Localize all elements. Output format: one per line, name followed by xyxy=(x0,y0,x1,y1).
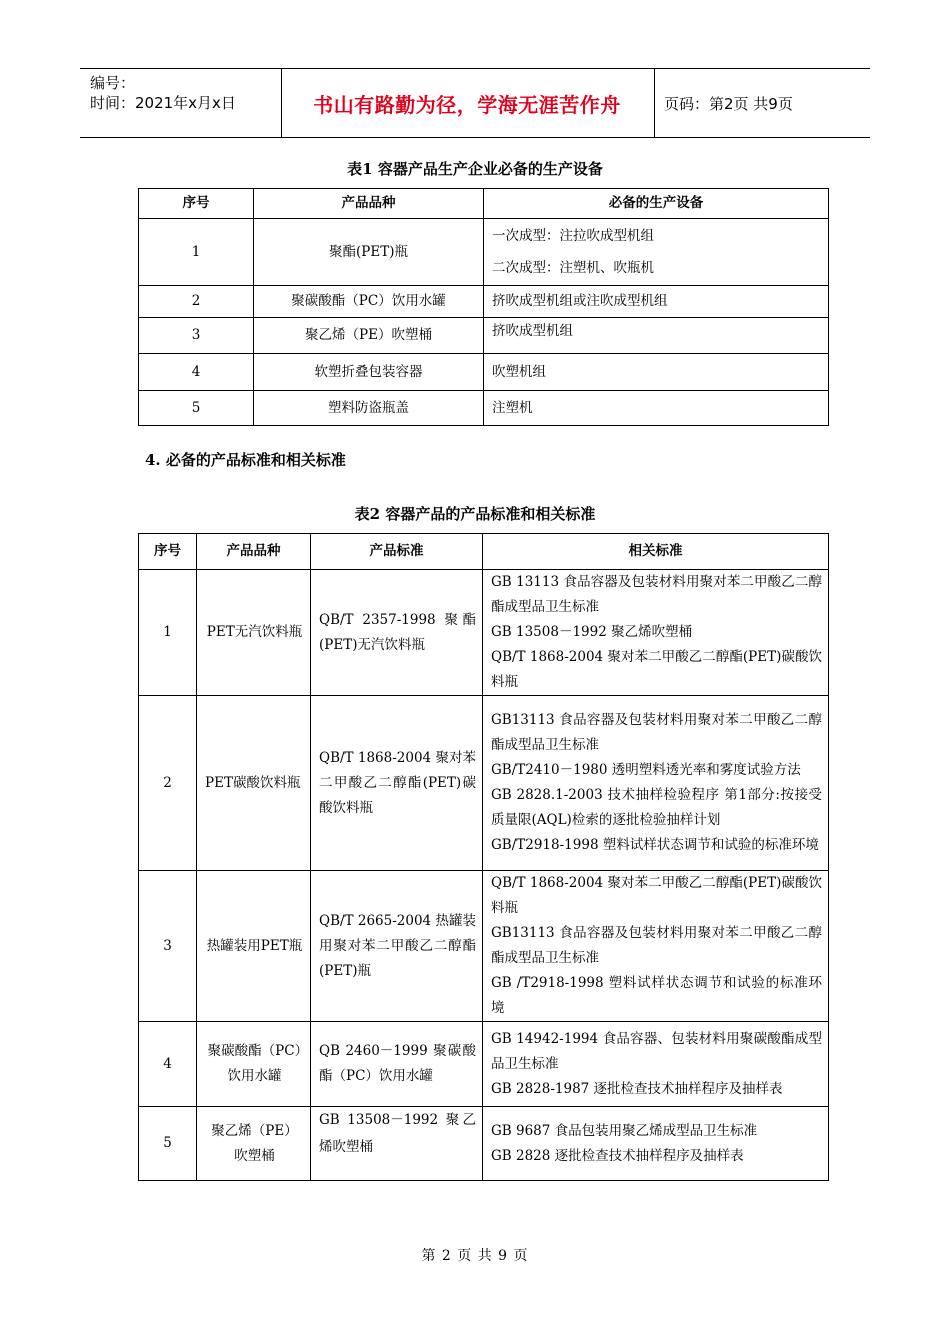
header-motto xyxy=(282,69,652,137)
related-standards xyxy=(483,570,829,696)
related-standard-line: GB 13113 食品容器及包装材料用聚对苯二甲酸乙二醇酯成型品卫生标准 xyxy=(491,574,822,615)
related-standard-line: GB 14942-1994 食品容器、包装材料用聚碳酸酯成型品卫生标准 xyxy=(491,1030,822,1072)
table-row xyxy=(139,354,829,391)
page-header xyxy=(80,68,870,138)
product-name: 聚酯(PET)瓶 xyxy=(254,219,484,286)
row-number: 2 xyxy=(139,286,254,318)
table-row xyxy=(139,219,829,286)
related-standard-line: GB 9687 食品包装用聚乙烯成型品卫生标准 xyxy=(491,1122,758,1139)
related-standards xyxy=(483,1107,829,1181)
table-row xyxy=(139,286,829,318)
equipment-cell: 挤吹成型机组 xyxy=(484,318,829,354)
column-header: 序号 xyxy=(139,534,197,570)
product-name: 聚碳酸酯（PC）饮用水罐 xyxy=(254,286,484,318)
table-row xyxy=(139,318,829,354)
related-standard-line: GB/T2410－1980 透明塑料透光率和雾度试验方法 xyxy=(491,762,801,778)
table-row xyxy=(139,391,829,426)
row-number: 3 xyxy=(139,871,197,1022)
page-footer: 第 2 页 共 9 页 xyxy=(421,1248,529,1264)
section-heading: 4. 必备的产品标准和相关标准 xyxy=(145,451,346,469)
row-number: 3 xyxy=(139,318,254,354)
column-header: 产品品种 xyxy=(254,189,484,219)
table-row xyxy=(139,570,829,696)
related-standard-line: GB 2828 逐批检查技术抽样程序及抽样表 xyxy=(491,1147,744,1164)
related-standard-line: GB13113 食品容器及包装材料用聚对苯二甲酸乙二醇酯成型品卫生标准 xyxy=(491,712,822,753)
product-name: 热罐装用PET瓶 xyxy=(197,871,311,1022)
related-standard-line: QB/T 1868-2004 聚对苯二甲酸乙二醇酯(PET)碳酸饮料瓶 xyxy=(491,875,822,916)
equipment-cell xyxy=(484,219,829,286)
table-row xyxy=(139,696,829,871)
related-standard-line: GB13113 食品容器及包装材料用聚对苯二甲酸乙二醇酯成型品卫生标准 xyxy=(491,925,822,966)
table-row xyxy=(139,871,829,1022)
column-header: 必备的生产设备 xyxy=(484,189,829,219)
column-header: 产品品种 xyxy=(197,534,311,570)
equipment-line: 二次成型：注塑机、吹瓶机 xyxy=(492,260,654,276)
related-standards xyxy=(483,696,829,871)
row-number: 2 xyxy=(139,696,197,871)
product-name: 塑料防盗瓶盖 xyxy=(254,391,484,426)
related-standard-line: GB 2828-1987 逐批检查技术抽样程序及抽样表 xyxy=(491,1080,783,1097)
product-standard: QB/T 1868-2004 聚对苯二甲酸乙二醇酯(PET)碳酸饮料瓶 xyxy=(311,696,483,871)
product-name: PET碳酸饮料瓶 xyxy=(197,696,311,871)
equipment-cell: 吹塑机组 xyxy=(484,354,829,391)
table2-caption: 表2 容器产品的产品标准和相关标准 xyxy=(354,505,596,523)
table-header-row xyxy=(139,189,829,219)
column-header: 产品标准 xyxy=(311,534,483,570)
product-name: 软塑折叠包装容器 xyxy=(254,354,484,391)
header-page-number: 页码：第2页 共9页 xyxy=(664,94,793,113)
document-time-label: 时间：2021年x月x日 xyxy=(90,94,236,112)
row-number: 1 xyxy=(139,219,254,286)
table1-caption: 表1 容器产品生产企业必备的生产设备 xyxy=(347,160,603,178)
product-name: 聚碳酸酯（PC）饮用水罐 xyxy=(197,1022,311,1107)
standards-table xyxy=(138,533,829,1181)
related-standard-line: GB /T2918-1998 塑料试样状态调节和试验的标准环境 xyxy=(491,975,822,1016)
equipment-table xyxy=(138,188,829,426)
column-header: 序号 xyxy=(139,189,254,219)
equipment-line: 一次成型：注拉吹成型机组 xyxy=(492,228,654,244)
product-name: PET无汽饮料瓶 xyxy=(197,570,311,696)
header-meta xyxy=(80,69,280,137)
product-standard: QB/T 2665-2004 热罐装用聚对苯二甲酸乙二醇酯(PET)瓶 xyxy=(311,871,483,1022)
column-header: 相关标准 xyxy=(483,534,829,570)
equipment-cell: 挤吹成型机组或注吹成型机组 xyxy=(484,286,829,318)
related-standard-line: QB/T 1868-2004 聚对苯二甲酸乙二醇酯(PET)碳酸饮料瓶 xyxy=(491,649,822,690)
row-number: 5 xyxy=(139,1107,197,1181)
row-number: 4 xyxy=(139,1022,197,1107)
product-standard: QB/T 2357-1998 聚酯(PET)无汽饮料瓶 xyxy=(311,570,483,696)
related-standards xyxy=(483,871,829,1022)
row-number: 5 xyxy=(139,391,254,426)
product-name: 聚乙烯（PE）吹塑桶 xyxy=(254,318,484,354)
related-standard-line: GB 13508－1992 聚乙烯吹塑桶 xyxy=(491,624,693,640)
table-row xyxy=(139,1022,829,1107)
header-divider xyxy=(654,69,655,137)
table-row xyxy=(139,1107,829,1181)
table-header-row xyxy=(139,534,829,570)
product-name: 聚乙烯（PE）吹塑桶 xyxy=(197,1107,311,1181)
product-standard: QB 2460－1999 聚碳酸酯（PC）饮用水罐 xyxy=(311,1022,483,1107)
related-standard-line: GB/T2918-1998 塑料试样状态调节和试验的标准环境 xyxy=(491,837,819,853)
product-standard: GB 13508－1992 聚乙烯吹塑桶 xyxy=(311,1107,483,1181)
equipment-cell: 注塑机 xyxy=(484,391,829,426)
motto-text: 书山有路勤为径，学海无涯苦作舟 xyxy=(313,92,621,117)
row-number: 4 xyxy=(139,354,254,391)
document-number-label: 编号： xyxy=(90,74,136,92)
related-standards xyxy=(483,1022,829,1107)
related-standard-line: GB 2828.1-2003 技术抽样检验程序 第1部分:按接受质量限(AQL)检索的逐批检验抽样计划 xyxy=(491,787,822,828)
row-number: 1 xyxy=(139,570,197,696)
